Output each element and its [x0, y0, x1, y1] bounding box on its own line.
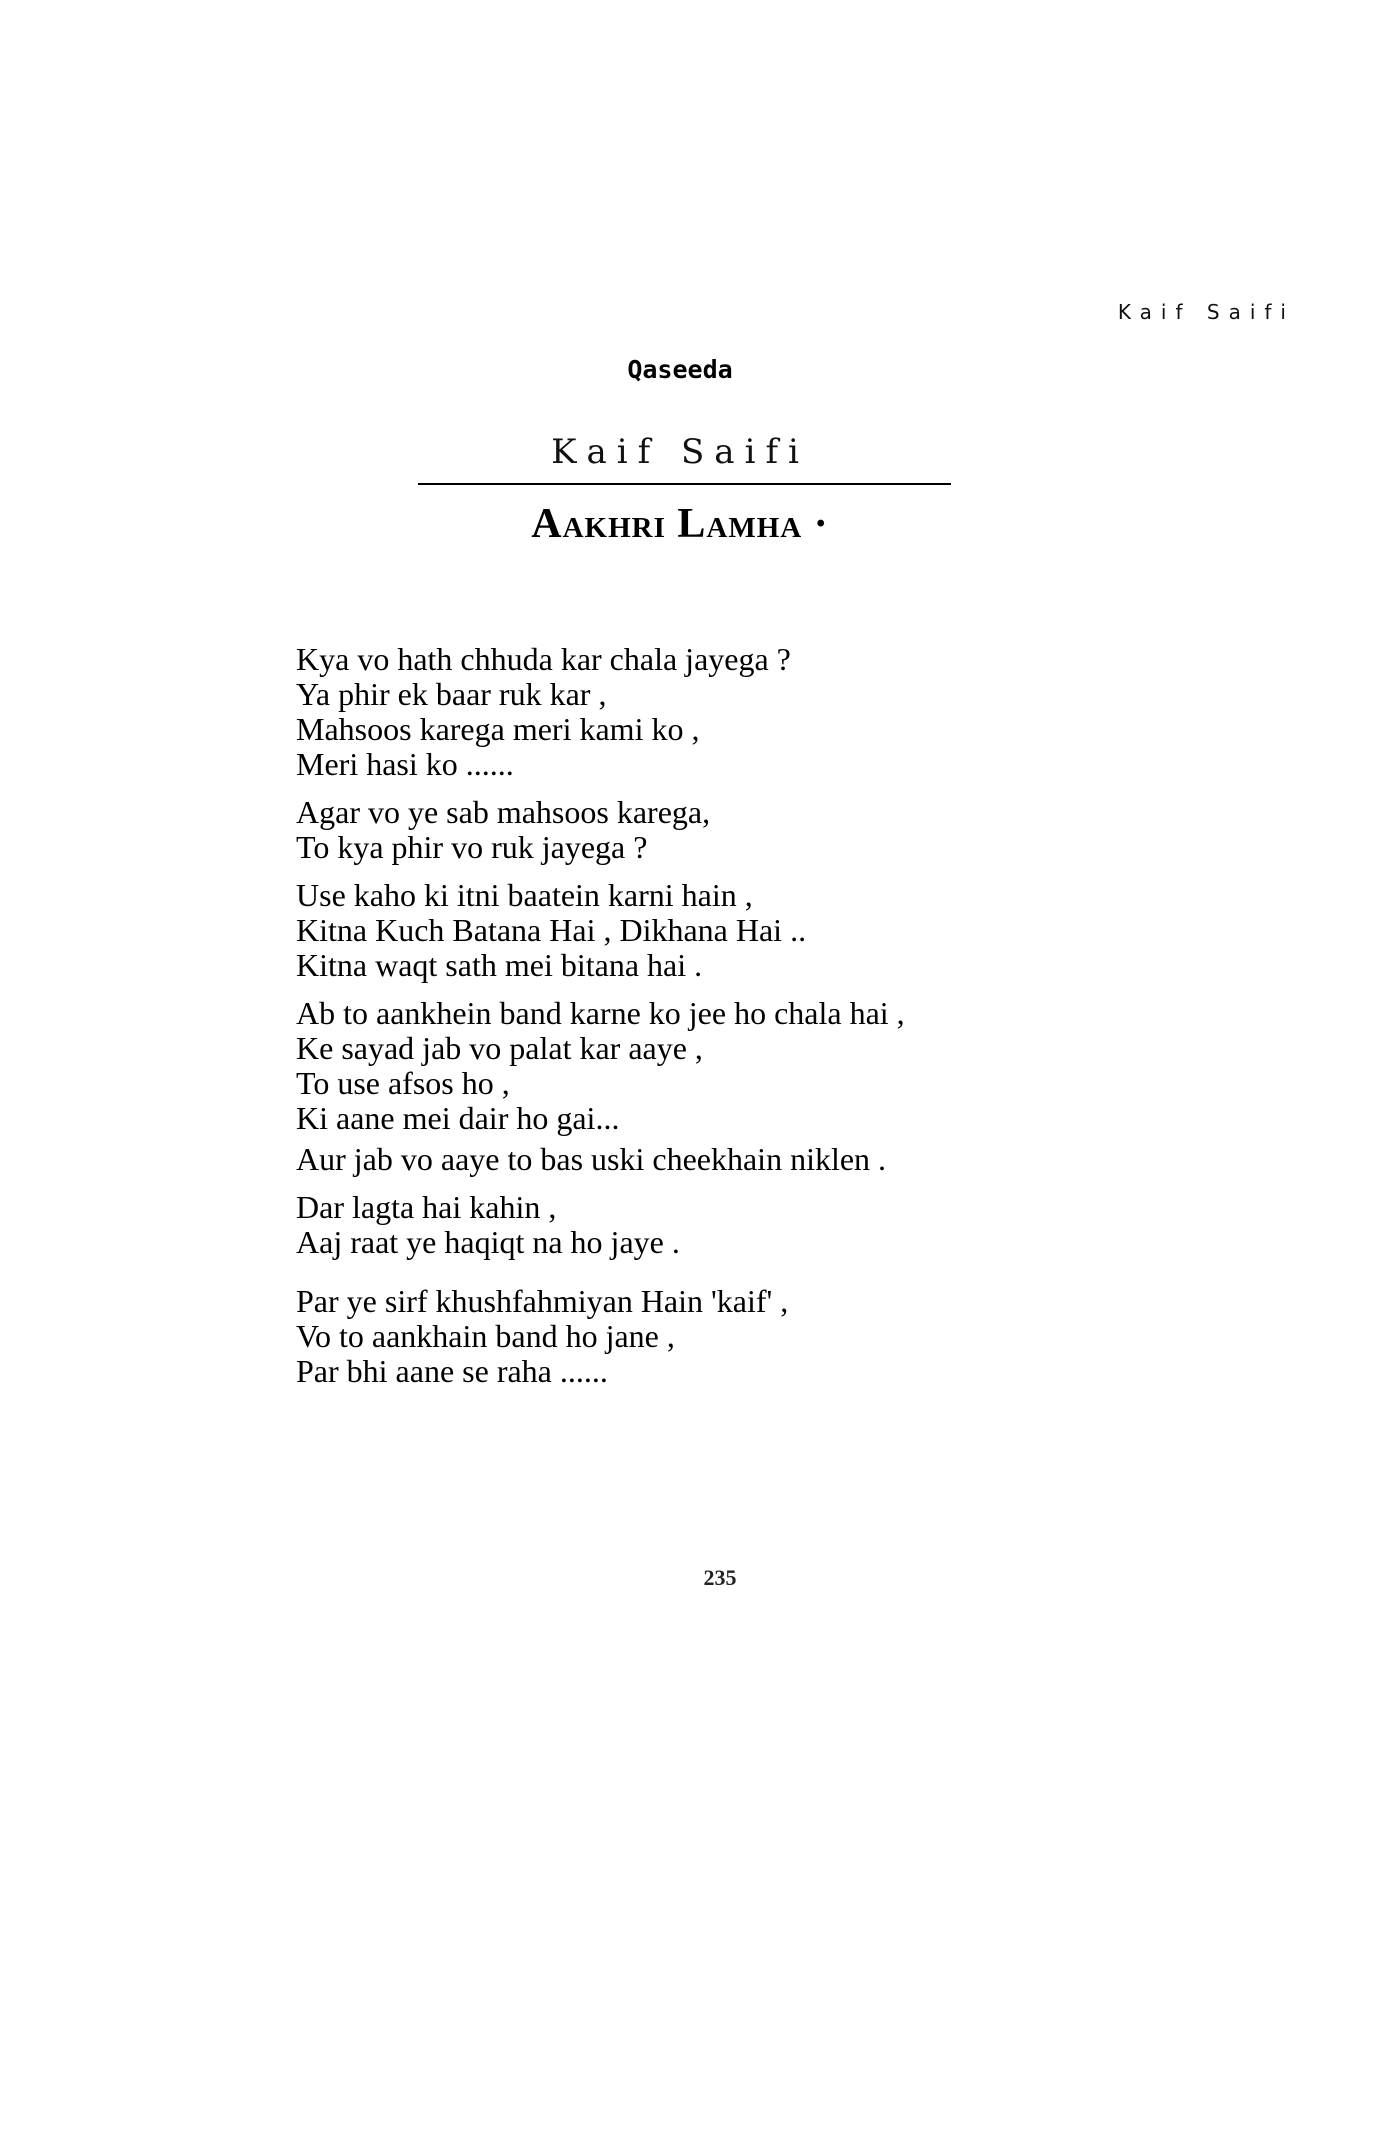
poem-line: Aaj raat ye haqiqt na ho jaye .	[296, 1224, 680, 1260]
poem-line: Ab to aankhein band karne ko jee ho chala hai ,	[296, 995, 905, 1031]
poem-line: Meri hasi ko ......	[296, 746, 514, 782]
stanza	[296, 1284, 905, 1389]
poem-line: Kya vo hath chhuda kar chala jayega ?	[296, 641, 791, 677]
poem-line: Dar lagta hai kahin ,	[296, 1189, 557, 1225]
poem-line: Mahsoos karega meri kami ko ,	[296, 711, 700, 747]
poem-line: Par bhi aane se raha ......	[296, 1353, 608, 1389]
stanza	[296, 1142, 905, 1177]
stanza	[296, 878, 905, 983]
poem-line: Use kaho ki itni baatein karni hain ,	[296, 877, 753, 913]
section-label: Qaseeda	[627, 355, 733, 384]
poem-line: Par ye sirf khushfahmiyan Hain 'kaif' ,	[296, 1283, 789, 1319]
poem-line: To kya phir vo ruk jayega ?	[296, 829, 648, 865]
poem-title: Aakhri Lamha ·	[531, 501, 829, 547]
author-name: Kaif Saifi	[551, 432, 809, 472]
poem-line: Ke sayad jab vo palat kar aaye ,	[296, 1030, 703, 1066]
poem-line: Kitna waqt sath mei bitana hai .	[296, 947, 703, 983]
poem-line: Aur jab vo aaye to bas uski cheekhain niklen .	[296, 1141, 887, 1177]
poem-line: Agar vo ye sab mahsoos karega,	[296, 794, 711, 830]
running-head-author: Kaif Saifi	[1117, 300, 1295, 324]
title-divider	[418, 483, 951, 485]
stanza	[296, 795, 905, 865]
poem-line: To use afsos ho ,	[296, 1065, 510, 1101]
stanza	[296, 642, 905, 782]
poem-line: Kitna Kuch Batana Hai , Dikhana Hai ..	[296, 912, 807, 948]
stanza	[296, 1190, 905, 1260]
poem-line: Ki aane mei dair ho gai...	[296, 1100, 620, 1136]
poem-line: Ya phir ek baar ruk kar ,	[296, 676, 607, 712]
poem-body	[296, 642, 905, 1402]
poem-line: Vo to aankhain band ho jane ,	[296, 1318, 675, 1354]
stanza	[296, 996, 905, 1136]
page-number: 235	[703, 1565, 737, 1590]
